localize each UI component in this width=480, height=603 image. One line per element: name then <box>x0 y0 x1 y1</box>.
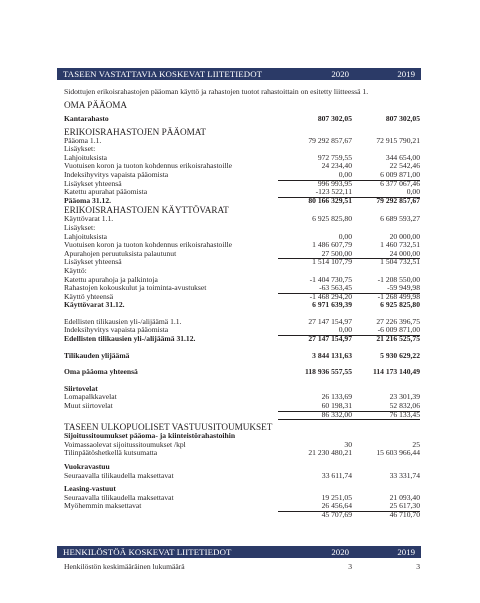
value-2020: -123 522,11 <box>278 188 352 198</box>
value-2020: 27 147 154,97 <box>308 334 352 344</box>
value-2020: -1 404 730,75 <box>309 274 352 284</box>
year-previous: 2019 <box>397 69 415 79</box>
row-label: Muut siirtovelat <box>64 401 113 411</box>
table-row <box>64 197 420 206</box>
row-label: Pääoma 31.12. <box>64 195 112 205</box>
section-header-personnel <box>57 546 421 558</box>
value-2020: 1 486 607,79 <box>312 240 352 250</box>
heading-paaomat: ERIKOISRAHASTOJEN PÄÄOMAT <box>64 126 206 137</box>
heading-vuokravastuu: Vuokravastuu <box>64 462 110 471</box>
leasing-rows <box>64 494 420 520</box>
value-2020: 27 147 154,97 <box>308 316 352 326</box>
siirtovelat-rows <box>64 393 420 419</box>
row-label: Tilinpäätöshetkellä kutsumatta <box>64 448 158 458</box>
row-label: Lahjoituksista <box>64 231 108 241</box>
value-2019: -59 949,98 <box>346 284 420 294</box>
table-row <box>64 188 420 197</box>
value-2020: 26 456,64 <box>278 502 352 512</box>
row-label: Apurahojen peruutuksista palautunut <box>64 248 177 258</box>
row-label: Kantarahasto <box>64 114 109 123</box>
table-row <box>64 393 420 402</box>
table-row <box>64 449 420 458</box>
oma-paaoma-rows <box>64 115 420 124</box>
value-2019: 0,00 <box>346 188 420 198</box>
table-row <box>64 472 420 481</box>
tilikauden-row: Tilikauden ylijäämä 3 844 131,63 5 930 629,22 <box>64 350 420 360</box>
value-2020: 26 133,69 <box>321 392 352 402</box>
table-row <box>64 215 420 224</box>
table-row <box>64 258 420 267</box>
heading-siirtovelat: Siirtovelat <box>64 383 98 393</box>
value-2020: 6 925 825,80 <box>312 214 352 224</box>
value-2020: 0,00 <box>278 326 352 336</box>
year-current: 2020 <box>331 547 349 557</box>
value-2019: 46 710,70 <box>389 509 420 519</box>
value-2020: 33 611,74 <box>321 470 352 480</box>
year-current: 2020 <box>331 69 349 79</box>
value-2019: 20 000,00 <box>389 231 420 241</box>
value-2019: 25 617,30 <box>346 502 420 512</box>
intro-text: Sidottujen erikoisrahastojen pääoman käyttö ja rahastojen tuotot rahastoittain on esitetty liitteessä 1. <box>64 87 369 96</box>
heading-vastuut: TASEEN ULKOPUOLISET VASTUUSITOUMUKSET <box>64 422 273 433</box>
row-label: Edellisten tilikausien yli-/alijäämä 1.1. <box>64 316 182 326</box>
value-2020: 6 971 639,39 <box>312 300 352 310</box>
value-2019: -1 208 550,00 <box>377 274 420 284</box>
section-title: HENKILÖSTÖÄ KOSKEVAT LIITETIEDOT <box>63 547 232 557</box>
value-2019: 21 093,40 <box>389 492 420 502</box>
edelliset-rows <box>64 318 420 344</box>
value-2020: -63 563,45 <box>278 284 352 294</box>
row-label: Myöhemmin maksettavat <box>64 501 142 511</box>
value-2020: 60 198,31 <box>278 402 352 412</box>
row-label: Lisäykset yhteensä <box>64 257 122 267</box>
value-2019: -1 268 499,98 <box>377 291 420 301</box>
value-2019: 33 331,74 <box>389 470 420 480</box>
row-label: Vuotuisen koron ja tuoton kohdennus erikoisrahastoille <box>64 240 233 250</box>
value-2019: 79 292 857,67 <box>376 195 420 205</box>
henkilosto-row: Henkilöstön keskimääräinen lukumäärä 3 3 <box>64 562 420 571</box>
value-2020: 86 332,00 <box>278 411 352 421</box>
row-label: Käyttövarat 31.12. <box>64 300 125 310</box>
row-label: Vuotuisen koron ja tuoton kohdennus erikoisrahastoille <box>64 161 233 171</box>
table-row <box>64 502 420 511</box>
row-label: Pääoma 1.1. <box>64 135 102 145</box>
value-2020: 79 292 857,67 <box>308 135 352 145</box>
value-2019: 807 302,05 <box>385 114 420 123</box>
table-row <box>64 145 420 154</box>
table-row <box>64 284 420 293</box>
value-2020: 19 251,05 <box>321 492 352 502</box>
row-label: Lisäykset: <box>64 222 96 232</box>
value-2020: 24 234,40 <box>321 161 352 171</box>
value-2019: 23 301,39 <box>389 392 420 402</box>
value-2019: 24 000,00 <box>346 250 420 260</box>
table-row <box>64 411 420 420</box>
table-row <box>64 402 420 411</box>
value-2019: 27 226 396,75 <box>376 316 420 326</box>
row-label: Seuraavalla tilikaudella maksettavat <box>64 492 174 502</box>
value-2020: 80 166 329,51 <box>308 195 352 205</box>
table-row <box>64 335 420 344</box>
value-2020: 807 302,05 <box>317 114 352 123</box>
row-label: Rahastojen kokouskulut ja toiminta-avustukset <box>64 283 207 293</box>
row-label: Lisäykset: <box>64 144 96 154</box>
value-2019: 6 689 593,27 <box>380 214 420 224</box>
sijoitus-rows <box>64 441 420 458</box>
value-2019: 21 216 525,75 <box>376 334 420 344</box>
section-title: TASEEN VASTATTAVIA KOSKEVAT LIITETIEDOT <box>63 69 263 79</box>
table-row <box>64 224 420 233</box>
value-2019: 76 133,45 <box>346 411 420 421</box>
row-label: Käyttö yhteensä <box>64 291 114 301</box>
value-2020: 30 <box>344 439 352 449</box>
row-label: Indeksihyvitys vapaista pääomista <box>64 169 169 179</box>
table-row <box>64 137 420 146</box>
value-2019: 15 603 966,44 <box>376 448 420 458</box>
section-header-liabilities <box>57 68 421 80</box>
row-label: Lahjoituksista <box>64 152 108 162</box>
table-row <box>64 115 420 124</box>
value-2019: -6 009 871,00 <box>346 326 420 336</box>
value-2019: 6 925 825,80 <box>380 300 420 310</box>
row-label: Käyttövarat 1.1. <box>64 214 114 224</box>
row-label: Katettu apurahoja ja palkintoja <box>64 274 158 284</box>
heading-leasing: Leasing-vastuut <box>64 484 116 494</box>
row-label: Voimassaolevat sijoitussitoumukset /kpl <box>64 439 186 449</box>
value-2019: 1 460 732,51 <box>380 240 420 250</box>
paaomat-rows <box>64 137 420 206</box>
table-row <box>64 511 420 520</box>
notes-body <box>64 100 420 520</box>
year-previous: 2019 <box>397 547 415 557</box>
heading-oma-paaoma: OMA PÄÄOMA <box>64 100 128 110</box>
value-2020: 996 993,95 <box>317 178 352 188</box>
table-row <box>64 301 420 310</box>
value-2019: 344 654,00 <box>385 152 420 162</box>
kayttovarat-rows <box>64 215 420 310</box>
heading-sijoitussitoumukset: Sijoitussitoumukset pääoma- ja kiinteistörahastoihin <box>64 431 236 441</box>
value-2020: 1 514 107,79 <box>312 257 352 267</box>
value-2020: 0,00 <box>338 231 352 241</box>
value-2020: -1 468 294,20 <box>309 291 352 301</box>
vuokra-rows <box>64 472 420 481</box>
value-2019: 25 <box>412 439 420 449</box>
row-label: Indeksihyvitys vapaista pääomista <box>64 325 169 335</box>
value-2019: 52 832,06 <box>346 402 420 412</box>
value-2020: 0,00 <box>278 171 352 181</box>
row-label: Lomapalkkavelat <box>64 392 117 402</box>
value-2019: 72 915 790,21 <box>376 135 420 145</box>
value-2020: 21 230 480,21 <box>308 448 352 458</box>
heading-kayttovarat: ERIKOISRAHASTOJEN KÄYTTÖVARAT <box>64 205 229 216</box>
row-label: Seuraavalla tilikaudella maksettavat <box>64 470 174 480</box>
personnel-body <box>64 563 420 572</box>
value-2020: 972 759,55 <box>317 152 352 162</box>
value-2019: 1 504 732,51 <box>380 257 420 267</box>
value-2020: 45 707,69 <box>321 509 352 519</box>
value-2019: 22 542,46 <box>389 161 420 171</box>
oma-paaoma-yhteensa-row: Oma pääoma yhteensä 118 936 557,55 114 173 140,49 <box>64 367 420 377</box>
value-2019: 6 009 871,00 <box>346 171 420 181</box>
row-label: Käyttö: <box>64 265 87 275</box>
row-label: Edellisten tilikausien yli-/alijäämä 31.12. <box>64 334 196 344</box>
row-label: Katettu apurahat pääomista <box>64 187 148 197</box>
value-2020: 27 500,00 <box>278 250 352 260</box>
value-2019: 6 377 067,46 <box>380 178 420 188</box>
row-label: Lisäykset yhteensä <box>64 178 122 188</box>
